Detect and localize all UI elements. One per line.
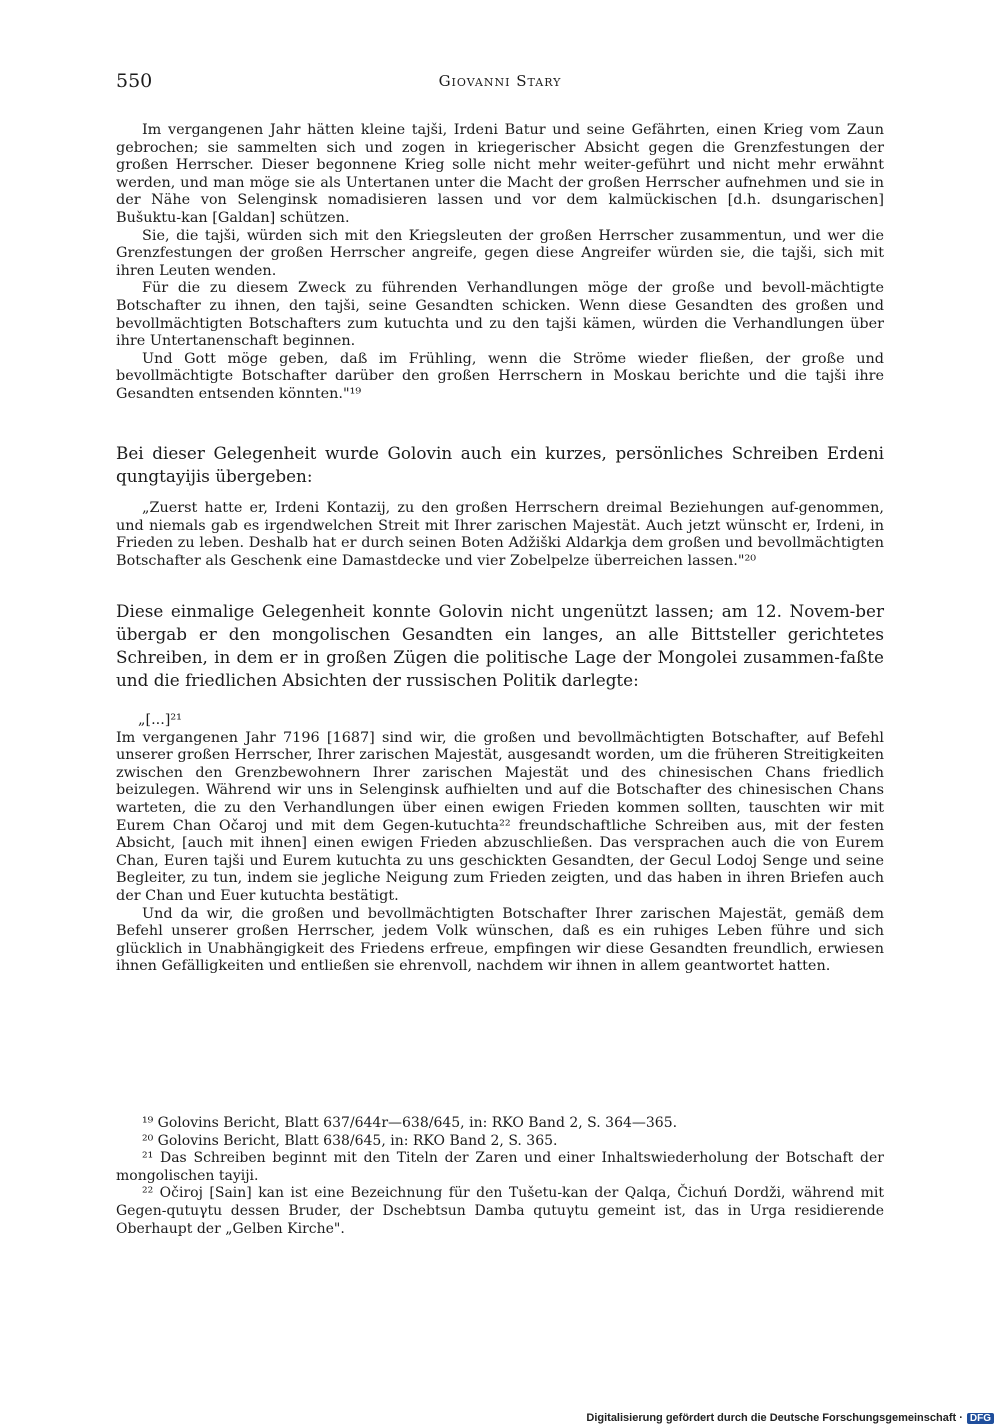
footnotes bbox=[116, 1115, 884, 1238]
quote1-paragraph: Und Gott möge geben, daß im Frühling, wenn die Ströme wieder fließen, der große und bevollmächtigte Botschafter darüber den großen Herrschern in Moskau berichte und die tajši ihre Gesandten entsenden könnten."¹⁹ bbox=[116, 350, 884, 402]
quote-block-3 bbox=[116, 712, 884, 976]
quote-block-1 bbox=[116, 122, 884, 404]
footnote: ²⁰ Golovins Bericht, Blatt 638/645, in: RKO Band 2, S. 365. bbox=[142, 1132, 558, 1149]
footnote: ²² Očiroj [Sain] kan ist eine Bezeichnung für den Tušetu-kan der Qalqa, Čichuń Dordži, während mit Gegen-qutuγtu dessen Bruder, der Dschebtsun Damba qutuγtu gemeint ist, das in Urga residierende Oberhaupt der „Gelben Kirche". bbox=[116, 1185, 884, 1237]
page-header bbox=[116, 70, 884, 100]
quote3-paragraph: Im vergangenen Jahr 7196 [1687] sind wir, die großen und bevollmächtigten Botschafter, auf Befehl unserer großen Herrscher, Ihrer zarischen Majestät, ausgesandt worden, um die früheren Streitigkeiten zwischen den Grenzbewohnern Ihrer zarischen Majestät und des chinesischen Chans friedlich beizulegen. Während wir uns in Selenginsk aufhielten und auf die Botschafter des chinesischen Chans warteten, die zu den Verhandlungen über einen ewigen Frieden kommen sollten, tauschten wir mit Eurem Chan Očaroj und mit dem Gegen-kutuchta²² freundschaftliche Schreiben aus, mit der festen Absicht, [auch mit ihnen] einen ewigen Frieden abzuschließen. Das versprachen auch die von Eurem Chan, Euren tajši und Eurem kutuchta zu uns geschickten Gesandten, der Gecul Lodoj Senge und seine Begleiter, zu tun, indem sie jegliche Neigung zum Frieden zeigten, und das haben in ihren Briefen auch der Chan und Euer kutuchta bestätigt. bbox=[116, 729, 884, 904]
footnote: ²¹ Das Schreiben beginnt mit den Titeln der Zaren und einer Inhaltswiederholung der Botschaft der mongolischen tayiji. bbox=[116, 1150, 884, 1184]
quote1-paragraph: Sie, die tajši, würden sich mit den Kriegsleuten der großen Herrscher zusammentun, und wer die Grenzfestungen der großen Herrscher angreife, gegen diese Angreifer würden sie, die tajši, sich mit ihren Leuten wenden. bbox=[116, 227, 884, 279]
quote3-paragraph: Und da wir, die großen und bevollmächtigten Botschafter Ihrer zarischen Majestät, gemäß dem Befehl unserer großen Herrscher, jedem Volk wünschen, daß es ein ruhiges Leben führe und sich glücklich in Unabhängigkeit des Friedens erfreue, empfingen wir diese Gesandten freundlich, erwiesen ihnen Gefälligkeiten und entließen sie ehrenvoll, nachdem wir ihnen in allem geantwortet hatten. bbox=[116, 905, 884, 975]
dfg-logo: DFG bbox=[967, 1413, 994, 1424]
body-text: Bei dieser Gelegenheit wurde Golovin auch ein kurzes, persönliches Schreiben Erdeni qungtayijis übergeben: bbox=[116, 443, 884, 486]
quote-block-2 bbox=[116, 500, 884, 570]
body-paragraph-1 bbox=[116, 442, 884, 488]
quote2-paragraph: „Zuerst hatte er, Irdeni Kontazij, zu den großen Herrschern dreimal Beziehungen auf-genommen, und niemals gab es irgendwelchen Streit mit Ihrer zarischen Majestät. Auch jetzt wünscht er, Irdeni, in Frieden zu leben. Deshalb hat er durch seinen Boten Adžiški Aldarkja dem großen und bevollmächtigten Botschafter als Geschenk eine Damastdecke und vier Zobelpelze überreichen lassen."²⁰ bbox=[116, 500, 884, 569]
body-text: Diese einmalige Gelegenheit konnte Golovin nicht ungenützt lassen; am 12. Novem-ber übergab er den mongolischen Gesandten ein langes, an alle Bittsteller gerichtetes Schreiben, in dem er in großen Zügen die politische Lage der Mongolei zusammen-faßte und die friedlichen Absichten der russischen Politik darlegte: bbox=[116, 601, 884, 690]
digitization-footer bbox=[586, 1412, 994, 1424]
running-head: Giovanni Stary bbox=[438, 72, 562, 90]
quote1-paragraph: Im vergangenen Jahr hätten kleine tajši, Irdeni Batur und seine Gefährten, einen Krieg vom Zaun gebrochen; sie sammelten sich und zogen in kriegerischer Absicht gegen die Grenzfestungen der großen Herrscher. Dieser begonnene Krieg solle nicht mehr weiter-geführt und nicht mehr erwähnt werden, und man möge sie als Untertanen unter die Macht der großen Herrscher aufnehmen und sie in der Nähe von Selenginsk nomadisieren lassen und vor dem kalmückischen [d.h. dsungarischen] Bušuktu-kan [Galdan] schützen. bbox=[116, 122, 884, 226]
body-paragraph-2 bbox=[116, 600, 884, 692]
footnote: ¹⁹ Golovins Bericht, Blatt 637/644r—638/645, in: RKO Band 2, S. 364—365. bbox=[142, 1115, 678, 1131]
footer-text: Digitalisierung gefördert durch die Deutsche Forschungsgemeinschaft · bbox=[586, 1412, 963, 1424]
quote3-ellipsis: „[...]²¹ bbox=[138, 712, 182, 728]
quote1-paragraph: Für die zu diesem Zweck zu führenden Verhandlungen möge der große und bevoll-mächtigte Botschafter zu ihnen, den tajši, seine Gesandten schicken. Wenn diese Gesandten des großen und bevollmächtigten Botschafters zum kutuchta und zu den tajši kämen, würden die Verhandlungen über ihre Untertanenschaft beginnen. bbox=[116, 280, 884, 350]
page-number: 550 bbox=[116, 70, 153, 92]
